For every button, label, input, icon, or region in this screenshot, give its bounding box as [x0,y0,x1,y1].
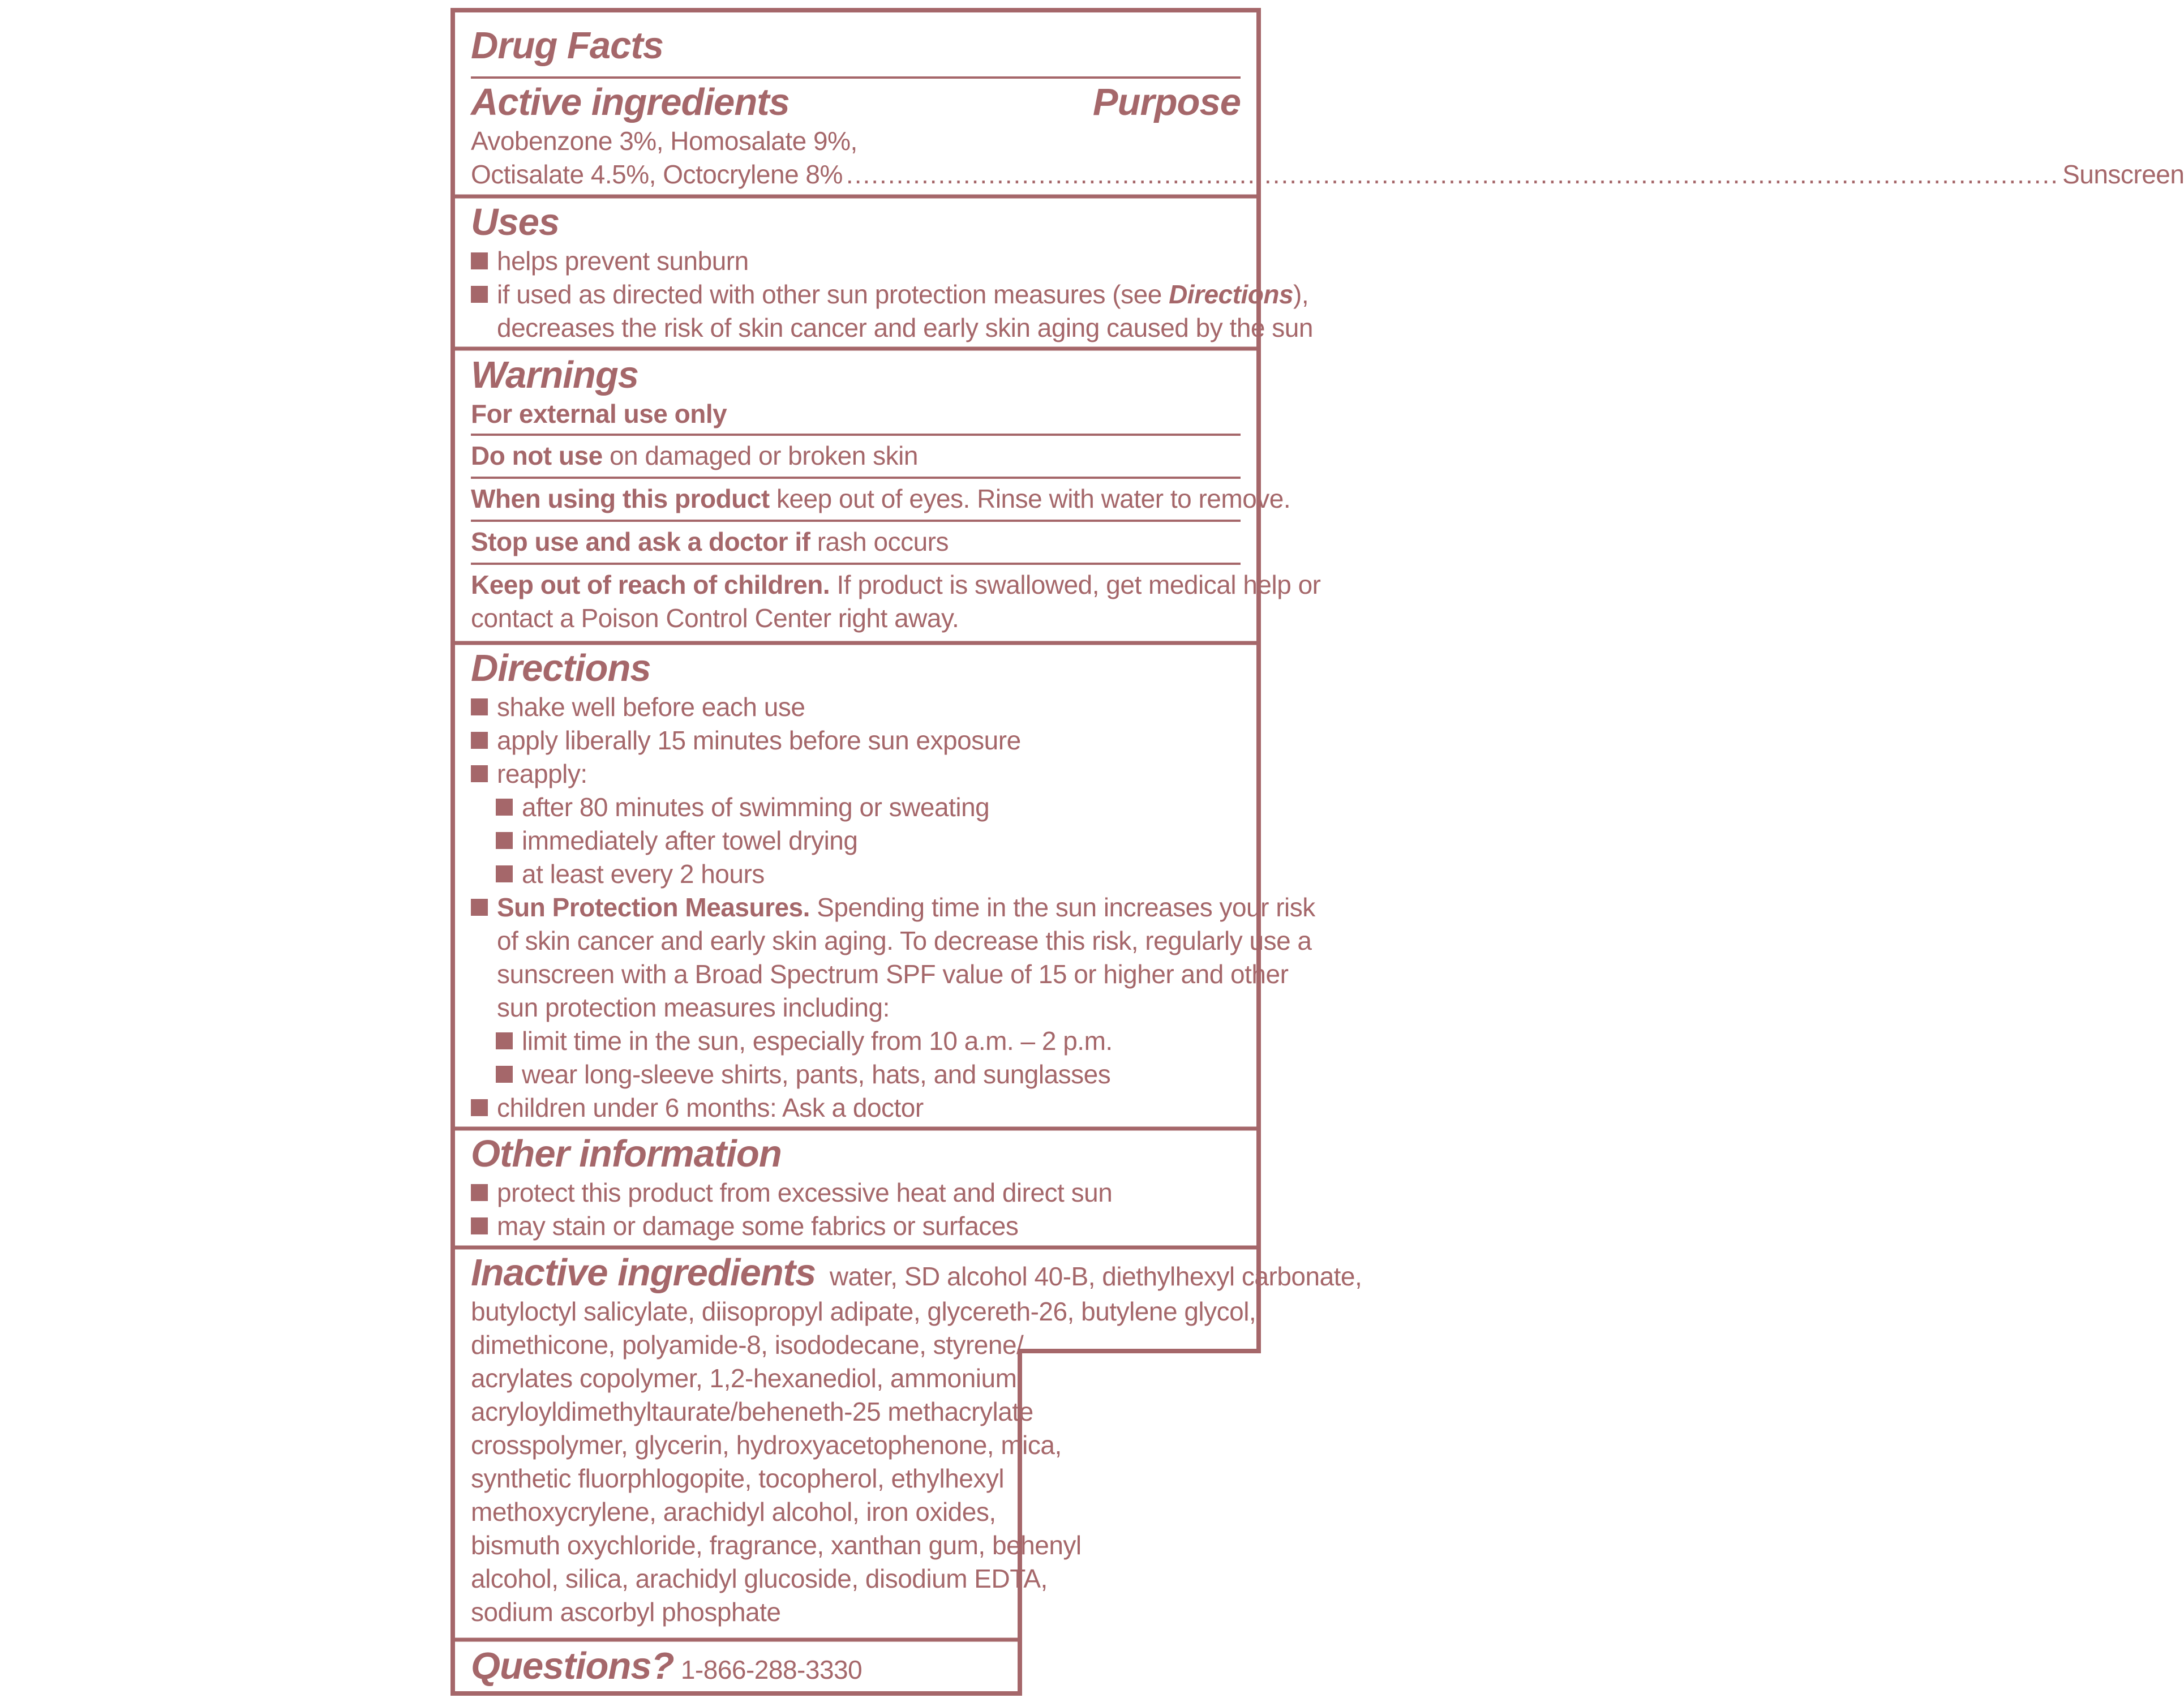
list-item: may stain or damage some fabrics or surfaces [471,1210,1112,1243]
bullet-square-icon [471,698,488,715]
active-line-2 [471,158,2184,191]
inactive-ingredients-section [471,1251,1362,1629]
list-item: shake well before each use [471,691,1315,724]
purpose-heading: Purpose [1092,81,1241,123]
list-item: Sun Protection Measures. Spending time in the sun increases your risk of skin cancer and early skin aging. To decrease this risk, regularly use a sunscreen with a Broad Spectrum SPF value of 15 or higher and other sun protection measures including: [471,891,1315,1024]
active-line-1: Avobenzone 3%, Homosalate 9%, [471,126,857,156]
active-ingredients-section [471,80,2184,191]
list-item: immediately after towel drying [471,824,1315,857]
warnings-section [471,353,727,431]
bullet-square-icon [471,1184,488,1201]
inactive-line-3: dimethicone, polyamide-8, isododecane, styrene/ [471,1330,1024,1360]
bullet-square-icon [471,252,488,269]
list-item: after 80 minutes of swimming or sweating [471,791,1315,824]
list-item: children under 6 months: Ask a doctor [471,1091,1315,1125]
list-item: limit time in the sun, especially from 10 a.m. – 2 p.m. [471,1024,1315,1058]
inactive-line-5: acryloyldimethyltaurate/beheneth-25 methacrylate [471,1397,1033,1426]
bullet-square-icon [496,799,513,816]
bullet-square-icon [471,899,488,916]
bullet-square-icon [496,865,513,882]
purpose-value: Sunscreen [2062,160,2184,189]
bullet-square-icon [496,832,513,849]
warnings-rule-1 [471,434,1241,436]
when-using-text: When using this product keep out of eyes. Rinse with water to remove. [471,484,1291,513]
list-item: wear long-sleeve shirts, pants, hats, and sunglasses [471,1058,1315,1091]
do-not-use-text: Do not use on damaged or broken skin [471,441,918,470]
list-item: apply liberally 15 minutes before sun exposure [471,724,1315,757]
list-item: protect this product from excessive heat and direct sun [471,1176,1112,1210]
bullet-square-icon [471,1099,488,1116]
inactive-line-9: bismuth oxychloride, fragrance, xanthan gum, behenyl [471,1530,1082,1560]
other-information-section [471,1132,1112,1243]
bullet-square-icon [471,286,488,303]
inactive-line-1: Inactive ingredients water, SD alcohol 40-B, diethylhexyl carbonate, [471,1251,1362,1294]
directions-section [471,646,1315,1125]
inactive-line-11: sodium ascorbyl phosphate [471,1597,781,1627]
dot-leaders: ................................................................................................................................................. [846,160,2059,189]
warnings-rule-4 [471,563,1241,565]
inactive-line-10: alcohol, silica, arachidyl glucoside, disodium EDTA, [471,1564,1048,1593]
inactive-line-2: butyloctyl salicylate, diisopropyl adipate, glycereth-26, butylene glycol, [471,1297,1256,1326]
uses-heading: Uses [471,201,560,243]
bullet-square-icon [471,732,488,749]
stop-use-text: Stop use and ask a doctor if rash occurs [471,527,949,556]
warnings-rule-3 [471,520,1241,522]
warnings-heading: Warnings [471,354,639,396]
list-item: at least every 2 hours [471,857,1315,891]
inactive-line-6: crosspolymer, glycerin, hydroxyacetophenone, mica, [471,1430,1062,1460]
active-ingredients-list: Octisalate 4.5%, Octocrylene 8% [471,160,843,189]
bullet-square-icon [471,765,488,782]
drug-facts-title: Drug Facts [471,24,663,67]
questions-section [471,1644,862,1688]
bullet-square-icon [496,1032,513,1049]
external-use-text: For external use only [471,399,727,428]
list-item: if used as directed with other sun protection measures (see Directions), decreases the risk of skin cancer and early skin aging caused by the sun [471,278,1313,345]
directions-heading: Directions [471,647,651,689]
list-item: reapply: [471,757,1315,791]
other-information-heading: Other information [471,1133,782,1175]
bullet-square-icon [496,1066,513,1083]
inactive-line-4: acrylates copolymer, 1,2-hexanediol, ammonium [471,1363,1017,1393]
questions-phone: 1-866-288-3330 [680,1655,863,1684]
keep-out-text: Keep out of reach of children. If product is swallowed, get medical help or contact a Poison Control Center right away. [471,570,1321,633]
active-ingredients-heading: Active ingredients [471,81,789,123]
warnings-rule-2 [471,477,1241,479]
list-item: helps prevent sunburn [471,245,1313,278]
inactive-line-7: synthetic fluorphlogopite, tocopherol, ethylhexyl [471,1464,1005,1493]
questions-heading: Questions? [471,1645,674,1687]
inactive-line-8: methoxycrylene, arachidyl alcohol, iron oxides, [471,1497,996,1527]
uses-section [471,200,1313,345]
title-rule [471,76,1241,79]
inactive-ingredients-heading: Inactive ingredients [471,1251,816,1294]
bullet-square-icon [471,1217,488,1234]
